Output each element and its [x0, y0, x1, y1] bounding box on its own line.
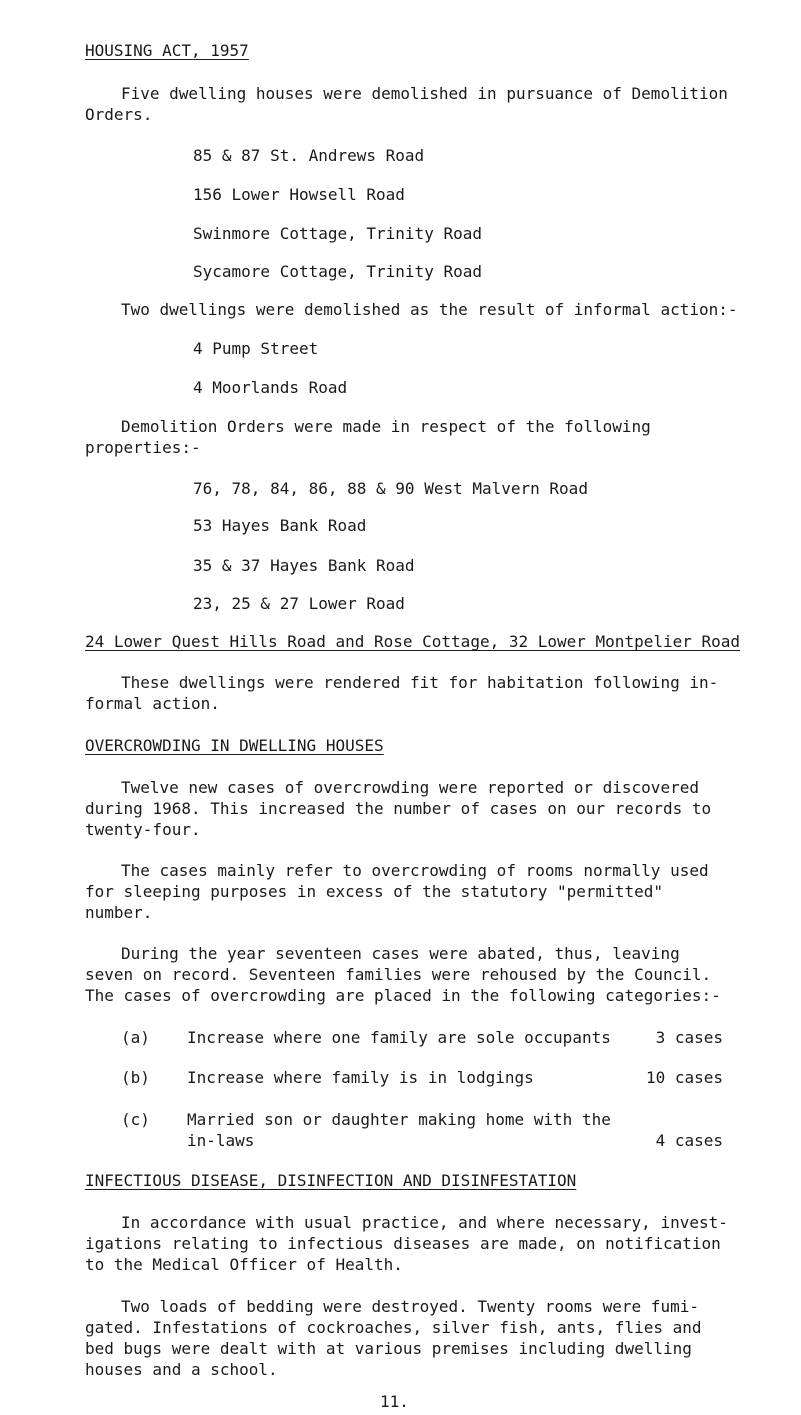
underlined-addresses: 24 Lower Quest Hills Road and Rose Cottage, 32 Lower Montpelier Road: [85, 632, 741, 651]
para-infectious-line2: igations relating to infectious diseases are made, on notification: [85, 1234, 721, 1253]
category-count: 4 cases: [655, 1131, 723, 1150]
category-label: (c): [121, 1110, 150, 1129]
para-bedding-line1: Two loads of bedding were destroyed. Twenty rooms were fumi-: [121, 1297, 699, 1316]
category-label: (b): [121, 1068, 150, 1087]
para-bedding-line3: bed bugs were dealt with at various premises including dwelling: [85, 1339, 692, 1358]
heading-housing-act: HOUSING ACT, 1957: [85, 41, 249, 60]
demolished-item: Swinmore Cottage, Trinity Road: [193, 224, 482, 243]
order-item: 76, 78, 84, 86, 88 & 90 West Malvern Road: [193, 479, 588, 498]
para-orders-made-line1: Demolition Orders were made in respect of the following: [121, 417, 651, 436]
category-label: (a): [121, 1028, 150, 1047]
para-infectious-line3: to the Medical Officer of Health.: [85, 1255, 403, 1274]
para-infectious-line1: In accordance with usual practice, and where necessary, invest-: [121, 1213, 728, 1232]
order-item: 53 Hayes Bank Road: [193, 516, 367, 535]
para-year-line2: seven on record. Seventeen families were rehoused by the Council.: [85, 965, 712, 984]
para-fit-line1: These dwellings were rendered fit for habitation following in-: [121, 673, 719, 692]
para-overcrowding-line3: twenty-four.: [85, 820, 201, 839]
heading-infectious: INFECTIOUS DISEASE, DISINFECTION AND DISINFESTATION: [85, 1171, 577, 1190]
para-rooms-line2: for sleeping purposes in excess of the statutory "permitted": [85, 882, 663, 901]
para-demolition-orders-line1: Five dwelling houses were demolished in pursuance of Demolition: [121, 84, 728, 103]
para-bedding-line4: houses and a school.: [85, 1360, 278, 1379]
order-item: 35 & 37 Hayes Bank Road: [193, 556, 415, 575]
informal-item: 4 Pump Street: [193, 339, 319, 358]
demolished-item: Sycamore Cottage, Trinity Road: [193, 262, 482, 281]
para-bedding-line2: gated. Infestations of cockroaches, silver fish, ants, flies and: [85, 1318, 702, 1337]
para-rooms-line3: number.: [85, 903, 153, 922]
para-overcrowding-line1: Twelve new cases of overcrowding were reported or discovered: [121, 778, 699, 797]
informal-item: 4 Moorlands Road: [193, 378, 348, 397]
category-text-continued: in-laws: [187, 1131, 255, 1150]
demolished-item: 156 Lower Howsell Road: [193, 185, 405, 204]
category-text: Increase where family is in lodgings: [187, 1068, 534, 1087]
para-year-line3: The cases of overcrowding are placed in the following categories:-: [85, 986, 721, 1005]
para-fit-line2: formal action.: [85, 694, 220, 713]
para-year-line1: During the year seventeen cases were abated, thus, leaving: [121, 944, 680, 963]
category-count: 3 cases: [655, 1028, 723, 1047]
category-text: Increase where one family are sole occupants: [187, 1028, 611, 1047]
para-orders-made-line2: properties:-: [85, 438, 201, 457]
para-overcrowding-line2: during 1968. This increased the number of cases on our records to: [85, 799, 712, 818]
para-informal-action: Two dwellings were demolished as the result of informal action:-: [121, 300, 738, 319]
order-item: 23, 25 & 27 Lower Road: [193, 594, 405, 613]
category-text: Married son or daughter making home with the: [187, 1110, 611, 1129]
page-number: 11.: [380, 1392, 409, 1411]
para-rooms-line1: The cases mainly refer to overcrowding of rooms normally used: [121, 861, 709, 880]
heading-overcrowding: OVERCROWDING IN DWELLING HOUSES: [85, 736, 384, 755]
demolished-item: 85 & 87 St. Andrews Road: [193, 146, 425, 165]
category-count: 10 cases: [645, 1068, 723, 1087]
para-demolition-orders-line2: Orders.: [85, 105, 153, 124]
